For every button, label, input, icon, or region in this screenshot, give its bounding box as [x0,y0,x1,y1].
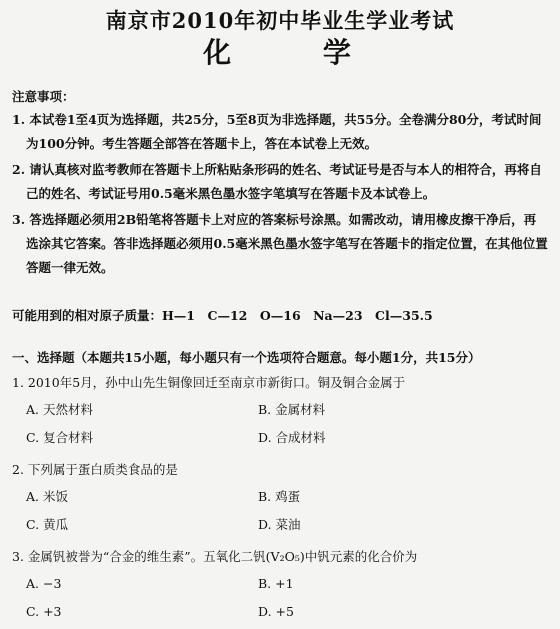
option-b: B. 鸡蛋 [258,489,301,504]
question-1-options [12,399,548,455]
option-a: A. 天然材料 [26,402,93,417]
exam-title: 南京市2010年初中毕业生学业考试 [105,8,455,33]
section-heading: 一、选择题（本题共15小题，每小题只有一个选项符合题意。每小题1分，共15分） [12,350,481,365]
notice-item-3: 3. 答选择题必须用2B铅笔将答题卡上对应的答案标号涂黑。如需改动，请用橡皮擦干净后，再选涂其它答案。答非选择题必须用0.5毫米黑色墨水签字笔写在答题卡的指定位置，在其他位置答题一律无效。 [12,212,548,275]
option-d: D. 菜油 [258,517,301,532]
notice-item-1: 1. 本试卷1至4页为选择题，共25分，5至8页为非选择题，共55分。全卷满分80分，考试时间为100分钟。考生答题全部答在答题卡上，答在本试卷上无效。 [12,112,542,151]
question-3: 3. 金属钒被誉为“合金的维生素”。五氧化二钒(V₂O₅)中钒元素的化合价为 [12,549,418,564]
option-c: C. +3 [26,604,62,619]
option-b: B. 金属材料 [258,402,326,417]
question-2-options [12,486,548,542]
notice-item-2: 2. 请认真核对监考教师在答题卡上所粘贴条形码的姓名、考试证号是否与本人的相符合，再将自己的姓名、考试证号用0.5毫米黑色墨水签字笔填写在答题卡及本试卷上。 [12,162,542,201]
atomic-masses: 可能用到的相对原子质量：H—1 C—12 O—16 Na—23 Cl—35.5 [12,308,433,323]
option-c: C. 黄瓜 [26,517,69,532]
option-a: A. 米饭 [26,489,68,504]
notice-heading: 注意事项： [12,89,75,104]
question-2: 2. 下列属于蛋白质类食品的是 [12,462,178,477]
option-d: D. +5 [258,604,294,619]
question-1: 1. 2010年5月，孙中山先生铜像回迁至南京市新街口。铜及铜合金属于 [12,375,406,390]
option-d: D. 合成材料 [258,430,326,445]
option-b: B. +1 [258,576,294,591]
option-c: C. 复合材料 [26,430,94,445]
option-a: A. −3 [26,576,62,591]
question-3-options [12,573,548,629]
subject-title: 化 学 [203,36,377,69]
